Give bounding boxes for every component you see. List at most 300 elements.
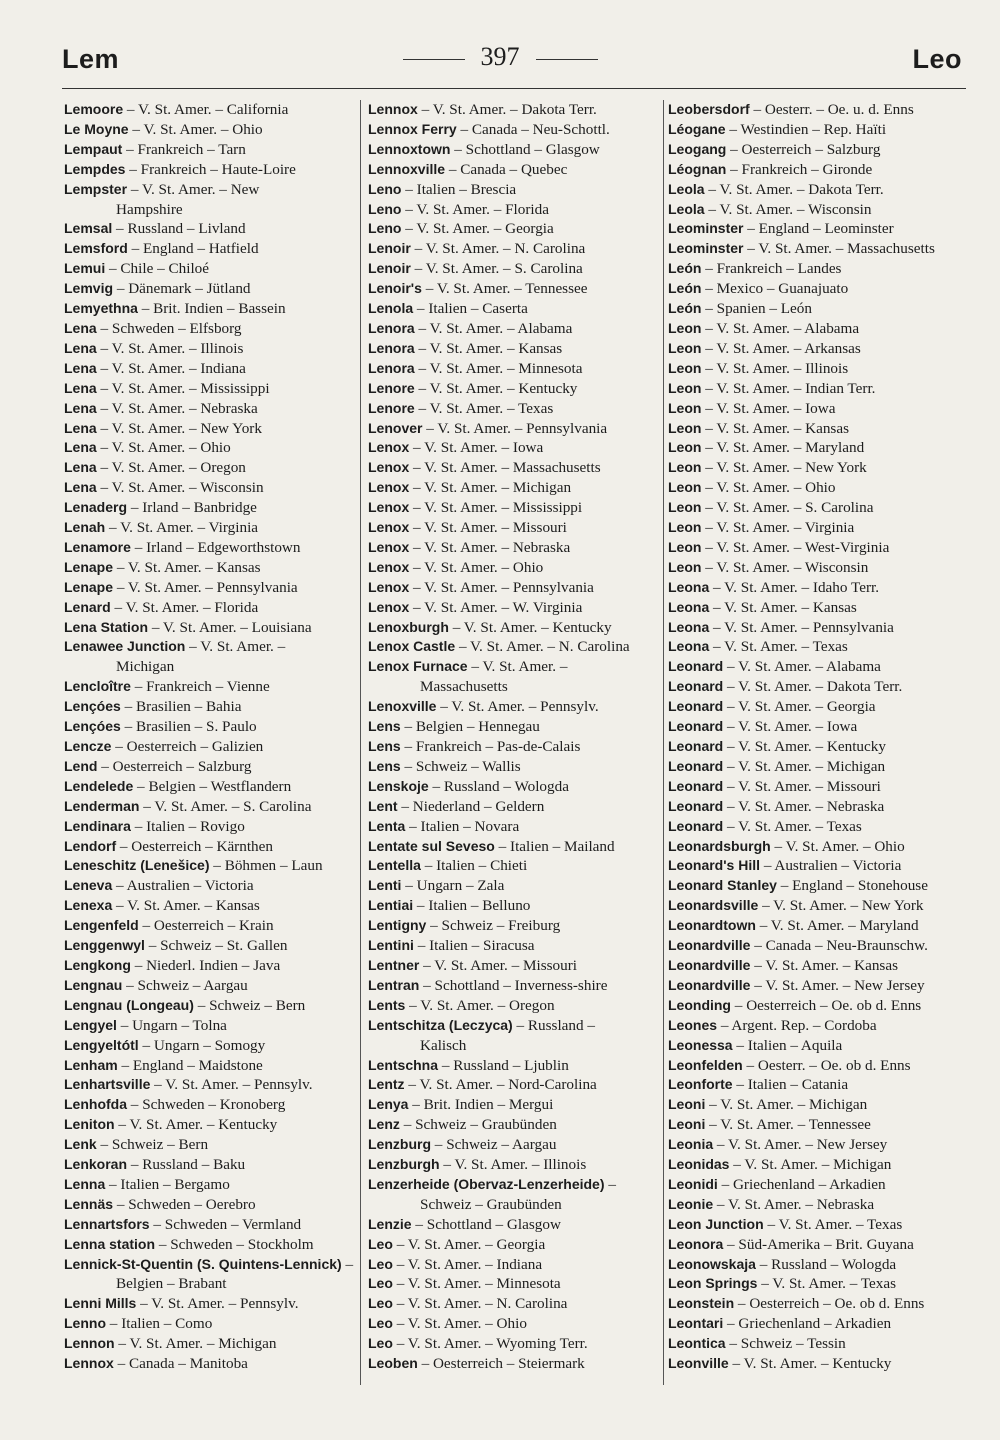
entry-keyword: Lennox Ferry	[368, 120, 457, 137]
entry-keyword: Lengenfeld	[64, 917, 139, 934]
gazetteer-entry	[668, 279, 968, 299]
entry-location: – Oesterreich – Oe. ob d. Enns	[731, 996, 922, 1014]
entry-keyword: Leontari	[668, 1315, 724, 1332]
entry-keyword: Leo	[368, 1335, 393, 1352]
gazetteer-entry	[64, 259, 356, 279]
entry-keyword: Leona	[668, 638, 710, 655]
entry-keyword: Lenox	[368, 479, 410, 496]
entry-continuation	[64, 200, 356, 220]
entry-location: – V. St. Amer. – Nebraska	[409, 538, 571, 556]
gazetteer-entry	[668, 1215, 968, 1235]
entry-location: – V. St. Amer. – Massachusetts	[743, 240, 935, 258]
gazetteer-entry	[64, 817, 356, 837]
entry-location: – Schweiz – Graubünden	[399, 1116, 557, 1134]
entry-keyword: Lengyeltótl	[64, 1036, 139, 1053]
entry-location: Massachusetts	[420, 678, 508, 696]
entry-keyword: Lenggenwyl	[64, 937, 145, 954]
entry-keyword: Lena Station	[64, 618, 149, 635]
entry-keyword: Leonardville	[668, 976, 751, 993]
entry-keyword: Leon	[668, 499, 702, 516]
entry-location: – V. St. Amer. – New Jersey	[713, 1136, 888, 1154]
gazetteer-entry	[64, 1175, 356, 1195]
entry-location: – V. St. Amer. – Illinois	[439, 1156, 587, 1174]
gazetteer-entry	[668, 1235, 968, 1255]
entry-keyword: Lendelede	[64, 777, 134, 794]
entry-location: – V. St. Amer. – Kentucky	[723, 738, 886, 755]
entry-location: Schweiz – Graubünden	[420, 1195, 562, 1213]
entry-keyword: Lenti	[368, 877, 402, 894]
gazetteer-entry	[64, 1195, 356, 1215]
entry-location: – V. St. Amer. – Florida	[110, 598, 259, 616]
gazetteer-entry	[64, 299, 356, 319]
gazetteer-entry	[368, 239, 660, 259]
gazetteer-entry	[64, 219, 356, 239]
gazetteer-entry	[668, 916, 968, 936]
entry-location: – Canada – Neu-Schottl.	[456, 120, 610, 138]
entry-keyword: Leonard	[668, 658, 724, 675]
entry-keyword: Lenape	[64, 558, 114, 575]
entry-location: – V. St. Amer. – Alabama	[414, 319, 573, 337]
entry-location: – V. St. Amer. – Ohio	[409, 558, 544, 576]
gazetteer-entry	[368, 518, 660, 538]
gazetteer-entry	[668, 956, 968, 976]
entry-location: – V. St. Amer. – Nord-Carolina	[404, 1076, 597, 1094]
entry-location: – Canada – Neu-Braunschw.	[750, 937, 928, 955]
gazetteer-entry	[368, 558, 660, 578]
gazetteer-entry	[368, 219, 660, 239]
entry-location: – England – Leominster	[743, 220, 894, 238]
gazetteer-entry	[668, 976, 968, 996]
gazetteer-entry	[64, 100, 356, 120]
entry-keyword: Leonard	[668, 698, 724, 715]
entry-location: – V. St. Amer. – Indian Terr.	[701, 379, 876, 397]
gazetteer-entry	[64, 419, 356, 439]
entry-location: – V. St. Amer. – Tennessee	[705, 1116, 871, 1134]
gazetteer-entry	[64, 1294, 356, 1314]
entry-location: – V. St. Amer. – Nebraska	[96, 399, 258, 417]
entry-location: – V. St. Amer. – Wisconsin	[701, 558, 869, 576]
gazetteer-entry	[368, 1294, 660, 1314]
entry-location: – Schweiz – Bern	[96, 1136, 209, 1154]
gazetteer-entry	[668, 578, 968, 598]
entry-keyword: Lens	[368, 718, 401, 735]
entry-location: – Schweiz – Tessin	[725, 1335, 846, 1353]
entry-location: – Schweden – Stockholm	[155, 1235, 314, 1253]
entry-keyword: Lentschitza (Leczyca)	[368, 1016, 513, 1033]
gazetteer-entry	[668, 876, 968, 896]
entry-keyword: Lemoore	[64, 101, 124, 117]
entry-keyword: Lenox Castle	[368, 638, 456, 655]
entry-keyword: Léognan	[668, 160, 727, 177]
entry-location: – Schweden – Oerebro	[113, 1195, 256, 1213]
gazetteer-entry	[668, 1175, 968, 1195]
entry-location: – Canada – Quebec	[445, 160, 568, 178]
entry-keyword: Lenderman	[64, 797, 140, 814]
gazetteer-entry	[64, 1235, 356, 1255]
entry-keyword: Lena	[64, 399, 97, 416]
entry-location: – Frankreich – Vienne	[130, 678, 270, 696]
entry-location: – V. St. Amer. – Michigan	[409, 479, 572, 497]
gazetteer-entry	[668, 1294, 968, 1314]
gazetteer-entry	[368, 657, 660, 677]
entry-location: – V. St. Amer. – New York	[758, 897, 924, 915]
gazetteer-entry	[368, 777, 660, 797]
gazetteer-entry	[64, 1354, 356, 1374]
entry-keyword: Lenoir	[368, 240, 411, 257]
entry-location: – Italien – Mailand	[494, 837, 615, 855]
gazetteer-entry	[64, 1314, 356, 1334]
gazetteer-entry	[368, 339, 660, 359]
entry-keyword: Leominster	[668, 240, 744, 257]
entry-keyword: Lenox	[368, 538, 410, 555]
entry-keyword: Lempdes	[64, 160, 126, 177]
entry-location: – V. St. Amer. – Michigan	[729, 1156, 892, 1174]
entry-location: – Oesterreich – Steiermark	[417, 1355, 585, 1373]
entry-keyword: Leon	[668, 519, 702, 536]
entry-location: – Italien – Como	[106, 1315, 213, 1333]
entry-location: – Italien – Aquila	[732, 1036, 843, 1054]
gazetteer-entry	[368, 1314, 660, 1334]
entry-keyword: Leonessa	[668, 1036, 733, 1053]
entry-location: – Westindien – Rep. Haïti	[725, 120, 887, 138]
entry-keyword: Leonard's Hill	[668, 857, 761, 874]
entry-keyword: Leonidas	[668, 1156, 730, 1173]
entry-location: – V. St. Amer. – Kentucky	[728, 1355, 892, 1373]
entry-location: – V. St. Amer. – Kansas	[701, 419, 849, 437]
gazetteer-entry	[64, 578, 356, 598]
gazetteer-entry	[668, 856, 968, 876]
gazetteer-entry	[64, 279, 356, 299]
entry-keyword: Lenox	[368, 519, 410, 536]
gazetteer-entry	[64, 399, 356, 419]
gazetteer-entry	[668, 1036, 968, 1056]
entry-keyword: Lengyel	[64, 1016, 117, 1033]
gazetteer-entry	[368, 140, 660, 160]
gazetteer-entry	[668, 458, 968, 478]
gazetteer-entry	[64, 737, 356, 757]
entry-location: – Ungarn – Zala	[401, 877, 505, 895]
entry-keyword: Lenzerheide (Obervaz-Lenzerheide)	[368, 1175, 605, 1192]
entry-keyword: Leonard	[668, 718, 724, 735]
entry-location: – V. St. Amer. – Florida	[401, 200, 549, 218]
entry-keyword: Lengnau	[64, 976, 123, 993]
entry-keyword: Lena	[64, 419, 97, 436]
entry-keyword: Leonardsburgh	[668, 837, 771, 854]
entry-location: – V. St. Amer. – Michigan	[114, 1335, 277, 1353]
entry-keyword: Lemsford	[64, 240, 128, 257]
entry-location: – V. St. Amer. – Georgia	[723, 698, 876, 716]
gazetteer-entry	[668, 200, 968, 220]
entry-location: – V. St. Amer. – Pennsylv.	[136, 1295, 299, 1313]
entry-location: – V. St. Amer. – Kansas	[709, 598, 857, 616]
gazetteer-entry	[668, 299, 968, 319]
entry-location: – V. St. Amer. – Maryland	[755, 917, 919, 935]
entry-location: – Schweiz – Wallis	[400, 757, 521, 775]
entry-keyword: Lennäs	[64, 1195, 114, 1212]
gazetteer-entry	[64, 677, 356, 697]
gazetteer-entry	[368, 1095, 660, 1115]
column-divider	[663, 100, 664, 1385]
gazetteer-entry	[64, 876, 356, 896]
gazetteer-entry	[368, 1155, 660, 1175]
entry-column-1	[64, 100, 356, 1390]
gazetteer-entry	[668, 598, 968, 618]
entry-keyword: Lenno	[64, 1315, 106, 1332]
entry-location: – V. St. Amer. – Missouri	[723, 777, 881, 795]
entry-keyword: Leonidi	[668, 1175, 718, 1192]
entry-keyword: Leonstein	[668, 1295, 735, 1312]
gazetteer-entry	[668, 797, 968, 817]
entry-location: – V. St. Amer. – Dakota Terr.	[723, 678, 903, 696]
column-divider	[360, 100, 361, 1385]
running-head-left: Lem	[62, 44, 120, 74]
entry-keyword: Lenape	[64, 578, 114, 595]
entry-location: – V. St. Amer. – Arkansas	[701, 339, 861, 357]
entry-location: – V. St. Amer. – Georgia	[401, 220, 554, 238]
gazetteer-entry	[668, 1016, 968, 1036]
gazetteer-entry	[668, 777, 968, 797]
entry-location: – V. St. Amer. – Georgia	[392, 1235, 546, 1253]
gazetteer-entry	[64, 1115, 356, 1135]
entry-continuation	[368, 1195, 660, 1215]
entry-keyword: Lena	[64, 459, 97, 476]
entry-keyword: Lengkong	[64, 956, 131, 973]
entry-keyword: Lena	[64, 479, 97, 496]
entry-keyword: Lenna station	[64, 1235, 156, 1252]
entry-location: – V. St. Amer. – Louisiana	[148, 618, 312, 636]
entry-keyword: Lentiai	[368, 897, 414, 914]
entry-location: – V. St. Amer. – Virginia	[701, 519, 855, 537]
entry-keyword: Lenox	[368, 578, 410, 595]
entry-location: – V. St. Amer. – Indiana	[96, 359, 246, 377]
entry-location: – V. St. Amer. –	[185, 638, 286, 656]
entry-location: – V. St. Amer. – Iowa	[723, 718, 858, 736]
entry-keyword: Leonard	[668, 738, 724, 754]
entry-keyword: Leona	[668, 578, 710, 595]
entry-location: – Russland – Ljublin	[438, 1056, 569, 1074]
entry-location: – Böhmen – Laun	[209, 857, 323, 875]
gazetteer-entry	[368, 876, 660, 896]
entry-location: – V. St. Amer. – Indiana	[392, 1255, 543, 1273]
entry-location: – V. St. Amer. – Mississippi	[96, 379, 270, 397]
entry-keyword: Lenzburgh	[368, 1156, 440, 1173]
gazetteer-entry	[668, 359, 968, 379]
entry-location: – V. St. Amer. – Kansas	[750, 956, 898, 974]
gazetteer-entry	[64, 856, 356, 876]
entry-keyword: Lençóes	[64, 698, 121, 715]
entry-location: – Oesterr. – Oe. u. d. Enns	[749, 101, 914, 118]
gazetteer-entry	[64, 936, 356, 956]
entry-keyword: Leo	[368, 1255, 393, 1272]
gazetteer-entry	[64, 180, 356, 200]
entry-keyword: Leon	[668, 339, 702, 356]
dash-right	[536, 59, 598, 60]
entry-location: – V. St. Amer. – Iowa	[409, 439, 544, 457]
entry-location: – Brit. Indien – Bassein	[137, 300, 286, 318]
entry-keyword: Léogane	[668, 120, 726, 137]
entry-keyword: Lempster	[64, 180, 128, 197]
entry-location: – Schweden – Elfsborg	[96, 319, 242, 337]
entry-location: – Frankreich – Pas-de-Calais	[400, 738, 581, 755]
entry-keyword: Lenawee Junction	[64, 638, 186, 655]
gazetteer-entry	[64, 757, 356, 777]
gazetteer-entry	[64, 339, 356, 359]
entry-keyword: Lenzie	[368, 1215, 412, 1232]
entry-keyword: León	[668, 300, 702, 317]
gazetteer-entry	[668, 219, 968, 239]
gazetteer-entry	[368, 598, 660, 618]
entry-keyword: Le Moyne	[64, 120, 129, 137]
entry-continuation	[64, 1274, 356, 1294]
entry-location: – Italien – Chieti	[420, 857, 528, 875]
entry-keyword: Leo	[368, 1315, 393, 1332]
entry-keyword: Lenna	[64, 1175, 106, 1192]
entry-keyword: Lenore	[368, 399, 415, 416]
entry-location: – V. St. Amer. – Pennsylvania	[422, 419, 608, 437]
entry-keyword: Lenola	[368, 300, 414, 317]
entry-keyword: Lennoxtown	[368, 140, 451, 157]
entry-keyword: Lenexa	[64, 897, 113, 914]
gazetteer-entry	[368, 936, 660, 956]
entry-keyword: Lena	[64, 359, 97, 376]
entry-location: – V. St. Amer. – W. Virginia	[409, 598, 583, 616]
entry-location: Kalisch	[420, 1036, 467, 1054]
entry-keyword: Leona	[668, 618, 710, 635]
entry-keyword: Leonardville	[668, 937, 751, 954]
entry-location: – Ungarn – Somogy	[138, 1036, 266, 1054]
entry-keyword: Lents	[368, 996, 406, 1013]
gazetteer-entry	[64, 1255, 356, 1275]
entry-location: – V. St. Amer. – Michigan	[723, 757, 886, 775]
entry-location: – Schweiz – Aargau	[431, 1136, 557, 1154]
entry-keyword: Lenox	[368, 459, 410, 476]
entry-keyword: Leonard	[668, 817, 724, 834]
gazetteer-entry	[64, 140, 356, 160]
entry-keyword: Lenkoran	[64, 1156, 128, 1173]
gazetteer-entry	[368, 299, 660, 319]
gazetteer-entry	[64, 598, 356, 618]
entry-keyword: Lenover	[368, 419, 423, 436]
entry-location: – Süd-Amerika – Brit. Guyana	[723, 1235, 914, 1253]
gazetteer-entry	[368, 120, 660, 140]
entry-keyword: Lenhofda	[64, 1096, 127, 1113]
gazetteer-entry	[668, 697, 968, 717]
entry-keyword: Lenox	[368, 558, 410, 575]
entry-keyword: Lendinara	[64, 817, 131, 834]
gazetteer-entry	[368, 757, 660, 777]
entry-keyword: Lennartsfors	[64, 1215, 150, 1232]
entry-keyword: Lenoir	[368, 260, 411, 277]
entry-keyword: Lenore	[368, 379, 415, 396]
entry-location: – V. St. Amer. – Idaho Terr.	[709, 578, 880, 596]
entry-location: – V. St. Amer. – Nebraska	[723, 797, 885, 815]
gazetteer-entry	[668, 478, 968, 498]
entry-location: – Dänemark – Jütland	[113, 280, 251, 298]
entry-keyword: Lemsal	[64, 220, 113, 237]
entry-location: – Schweden – Kronoberg	[127, 1096, 286, 1114]
entry-keyword: Leon	[668, 319, 702, 336]
gazetteer-entry	[668, 618, 968, 638]
entry-location: – V. St. Amer. – Kansas	[112, 897, 260, 915]
entry-keyword: Leneva	[64, 877, 113, 894]
entry-location: – V. St. Amer. – New York	[701, 459, 867, 477]
entry-location: – V. St. Amer. – Pennsylvania	[113, 578, 298, 596]
entry-keyword: Lentini	[368, 937, 414, 954]
gazetteer-entry	[368, 717, 660, 737]
gazetteer-entry	[64, 438, 356, 458]
entry-location: – Italien – Belluno	[413, 897, 531, 915]
entry-keyword: Leo	[368, 1275, 393, 1292]
gazetteer-entry	[668, 319, 968, 339]
gazetteer-entry	[668, 100, 968, 120]
entry-location: – V. St. Amer. – N. Carolina	[392, 1295, 568, 1313]
gazetteer-entry	[368, 1334, 660, 1354]
gazetteer-entry	[368, 618, 660, 638]
entry-location: – V. St. Amer. – Alabama	[723, 658, 881, 676]
gazetteer-entry	[668, 1115, 968, 1135]
entry-location: – Oesterreich – Kärnthen	[116, 837, 273, 855]
entry-location: – Argent. Rep. – Cordoba	[717, 1016, 877, 1034]
gazetteer-entry	[668, 1095, 968, 1115]
gazetteer-entry	[368, 797, 660, 817]
gazetteer-entry	[668, 996, 968, 1016]
entry-location: – Mexico – Guanajuato	[701, 280, 849, 298]
gazetteer-entry	[64, 916, 356, 936]
entry-keyword: Lenox	[368, 499, 410, 516]
entry-location: – Russland –	[512, 1016, 595, 1034]
entry-keyword: Leneschitz (Lenešice)	[64, 857, 210, 874]
gazetteer-entry	[64, 478, 356, 498]
entry-location: – V. St. Amer. – Nebraska	[713, 1195, 875, 1213]
entry-location: – Italien – Catania	[732, 1076, 849, 1094]
entry-keyword: Lentella	[368, 857, 421, 874]
entry-keyword: Leon Junction	[668, 1215, 764, 1232]
entry-location: – V. St. Amer. – Kentucky	[114, 1116, 278, 1134]
entry-keyword: Lena	[64, 319, 97, 336]
gazetteer-entry	[668, 120, 968, 140]
entry-location: – Italien – Novara	[405, 817, 520, 835]
entry-location: – Griechenland – Arkadien	[723, 1315, 892, 1333]
entry-keyword: Lennox	[368, 101, 418, 117]
entry-location: – Spanien – León	[701, 300, 812, 318]
gazetteer-entry	[368, 1056, 660, 1076]
gazetteer-entry	[368, 976, 660, 996]
gazetteer-entry	[368, 259, 660, 279]
gazetteer-entry	[668, 737, 968, 757]
entry-location: – V. St. Amer. – N. Carolina	[455, 638, 630, 656]
entry-keyword: Lennon	[64, 1335, 115, 1352]
entry-column-3	[668, 100, 968, 1390]
gazetteer-entry	[64, 976, 356, 996]
entry-keyword: Leon	[668, 538, 702, 555]
gazetteer-entry	[368, 1175, 660, 1195]
entry-keyword: Lenoxville	[368, 698, 437, 715]
gazetteer-entry	[368, 419, 660, 439]
gazetteer-entry	[668, 1135, 968, 1155]
gazetteer-entry	[368, 856, 660, 876]
running-head-right: Leo	[912, 44, 962, 74]
entry-keyword: Lentran	[368, 976, 420, 993]
entry-keyword: Lenora	[368, 359, 415, 376]
entry-keyword: Lenora	[368, 339, 415, 356]
entry-keyword: Lenya	[368, 1096, 409, 1113]
gazetteer-entry	[64, 697, 356, 717]
entry-location: – Brasilien – S. Paulo	[120, 718, 257, 736]
gazetteer-entry	[368, 379, 660, 399]
gazetteer-entry	[368, 697, 660, 717]
entry-location: – Russland – Baku	[127, 1156, 246, 1174]
gazetteer-entry	[368, 538, 660, 558]
